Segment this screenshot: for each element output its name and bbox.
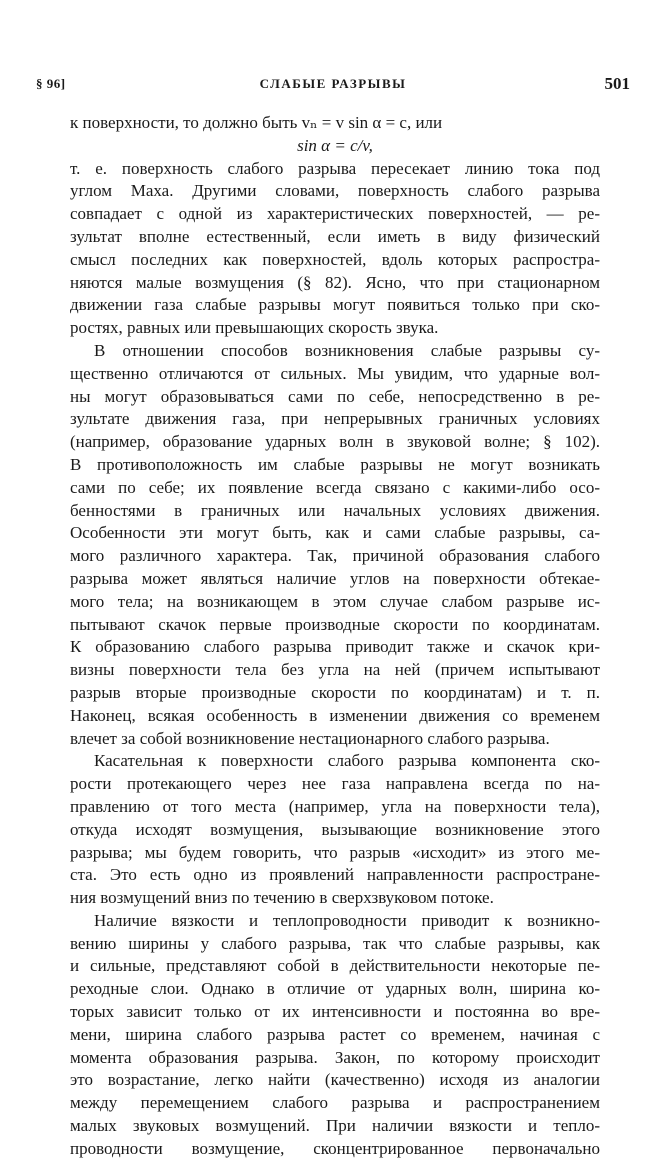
text-line: ста. Это есть одно из проявлений направленности распростране- [70,865,600,885]
text-line: бенностями в граничных или начальных условиях движения. [70,500,600,520]
text-line: проводности возмущение, сконцентрированное первоначально [70,1138,600,1158]
body-text [70,112,600,1161]
text-line: зультате движения газа, при непрерывных граничных условиях [70,409,600,429]
text-line: это возрастание, легко найти (качественно) исходя из аналогии [70,1070,600,1090]
text-line: малых звуковых возмущений. При наличии вязкости и тепло- [70,1116,600,1136]
text-line: сами по себе; их появление всегда связано с какими-либо осо- [70,477,600,497]
text-line: Касательная к поверхности слабого разрыва компонента ско- [94,751,600,771]
text-line: разрыва может являться наличие углов на поверхности обтекае- [70,568,600,588]
text-line: К образованию слабого разрыва приводит также и скачок кри- [70,637,600,657]
text-line: влечет за собой возникновение нестационарного слабого разрыва. [70,728,550,748]
text-line: визны поверхности тела без угла на ней (причем испытывают [70,660,600,680]
text-line: В отношении способов возникновения слабые разрывы су- [94,340,600,360]
text-line: пытывают скачок первые производные скорости по координатам. [70,614,600,634]
text-line: откуда исходят возмущения, вызывающие возникновение этого [70,819,600,839]
text-line: торых зависит только от их интенсивности и постоянна во вре- [70,1002,600,1022]
text-line: (например, образование ударных волн в звуковой волне; § 102). [70,432,600,452]
text-line: совпадает с одной из характеристических поверхностей, — ре- [70,204,600,224]
running-header [0,74,666,96]
text-line: В противоположность им слабые разрывы не могут возникать [70,454,600,474]
text-line: Наличие вязкости и теплопроводности приводит к возникно- [94,910,600,930]
text-line: зультат вполне естественный, если иметь в виду физический [70,226,600,246]
section-reference: § 96] [36,76,66,91]
text-line: момента образования разрыва. Закон, по которому происходит [70,1047,600,1067]
text-line: мени, ширина слабого разрыва растет со временем, начиная с [70,1024,600,1044]
text-line: щественно отличаются от сильных. Мы увидим, что ударные вол- [70,363,600,383]
text-line: т. е. поверхность слабого разрыва пересекает линию тока под [70,158,600,178]
text-line: между перемещением слабого разрыва и распространением [70,1093,600,1113]
text-line: вению ширины у слабого разрыва, так что слабые разрывы, как [70,933,600,953]
text-line: реходные слои. Однако в отличие от ударных волн, ширина ко- [70,979,600,999]
text-line: ростях, равных или превышающих скорость звука. [70,318,439,338]
running-title: СЛАБЫЕ РАЗРЫВЫ [259,76,407,91]
text-line: смысл последних как поверхностей, вдоль которых распростра- [70,249,600,269]
text-line: к поверхности, то должно быть vₙ = v sin α = c, или [70,113,443,132]
text-line: разрыв вторые производные скорости по координатам) и т. п. [70,682,600,702]
text-line: няются малые возмущения (§ 82). Ясно, что при стационарном [70,272,600,292]
text-line: правлению от того места (например, угла на поверхности тела), [70,796,600,816]
text-line: рости протекающего через нее газа направлена всегда по на- [70,774,600,794]
text-line: разрыва; мы будем говорить, что разрыв «исходит» из этого ме- [70,842,600,862]
text-line: ния возмущений вниз по течению в сверхзвуковом потоке. [70,888,494,908]
text-line: движении газа слабые разрывы могут появиться только при ско- [70,295,600,315]
text-line: мого различного характера. Так, причиной образования слабого [70,546,600,566]
text-line: и сильные, представляют собой в действительности некоторые пе- [70,956,600,976]
text-line: ны могут образовываться сами по себе, непосредственно в ре- [70,386,600,406]
text-line: Наконец, всякая особенность в изменении движения со временем [70,705,600,725]
text-line: Особенности эти могут быть, как и сами слабые разрывы, са- [70,523,600,543]
text-line: мого тела; на возникающем в этом случае слабом разрыве ис- [70,591,600,611]
page-number: 501 [604,74,630,93]
text-line: углом Маха. Другими словами, поверхность слабого разрыва [70,181,600,201]
formula-line: sin α = c/v, [297,135,373,155]
